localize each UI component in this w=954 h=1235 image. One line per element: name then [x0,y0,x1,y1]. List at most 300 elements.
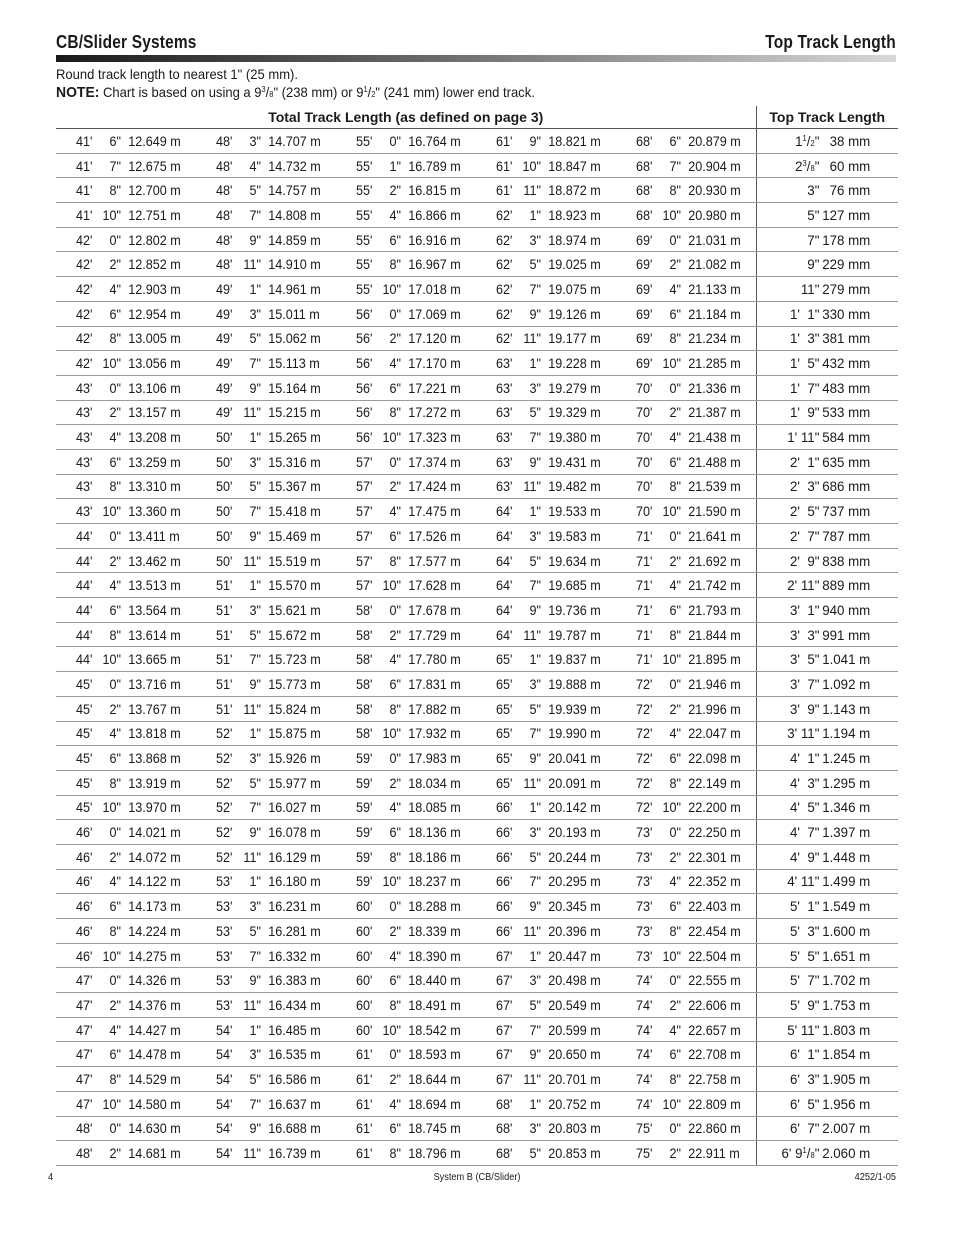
total-length-cell [616,943,756,968]
total-length-value [636,849,741,865]
total-length-cell [616,178,756,203]
top-track-length-cell [756,993,898,1018]
total-length-cell [56,400,196,425]
total-length-cell [476,425,616,450]
feet-value: 62' [496,231,513,248]
imperial-main: 3" [806,182,819,199]
meters-value: 12.751 m [128,206,181,223]
feet-value: 42' [76,231,93,248]
total-length-cell [476,499,616,524]
feet-value: 72' [636,675,653,692]
feet-value: 74' [636,1095,653,1112]
feet-value: 62' [496,206,513,223]
meters-value: 19.787 m [548,626,601,643]
inches-value: 7" [249,1095,261,1112]
total-length-value [76,478,181,494]
table-row [56,622,898,647]
inch-mark: " [814,132,819,149]
feet-value: 46' [76,848,93,865]
table-row [56,203,898,228]
total-length-value [496,1022,601,1038]
total-length-cell [56,375,196,400]
total-length-cell [476,672,616,697]
table-row [56,869,898,894]
total-length-value [76,799,181,815]
imperial-main: 1' 3" [789,330,819,347]
meters-value: 20.853 m [548,1145,601,1162]
total-length-value [76,306,181,322]
fraction-denominator: 8 [809,1151,815,1161]
meters-value: 20.599 m [548,1021,601,1038]
total-length-cell [196,746,336,771]
feet-value: 63' [496,355,513,372]
feet-value: 64' [496,552,513,569]
table-row [56,178,898,203]
table-row [56,647,898,672]
feet-value: 50' [216,478,233,495]
inches-value: 9" [529,898,541,915]
total-length-cell [56,943,196,968]
meters-value: 22.047 m [688,725,741,742]
total-length-value [496,676,601,692]
top-track-metric: 1.905 m [821,1070,870,1087]
total-length-cell [476,153,616,178]
inches-value: 10" [382,429,401,446]
total-length-value [76,676,181,692]
feet-value: 65' [496,774,513,791]
total-length-cell [336,449,476,474]
feet-value: 67' [496,996,513,1013]
top-track-length-cell [756,1067,898,1092]
inches-value: 6" [669,453,681,470]
total-length-value [496,380,601,396]
meters-value: 17.475 m [408,503,461,520]
total-length-value [76,158,181,174]
top-track-length-value [760,1145,894,1161]
total-length-cell [196,277,336,302]
feet-value: 62' [496,280,513,297]
total-length-value [216,528,321,544]
total-length-value [76,1071,181,1087]
inches-value: 0" [389,305,401,322]
meters-value: 21.692 m [688,552,741,569]
total-length-value [496,553,601,569]
total-length-cell [196,425,336,450]
top-track-length-cell [756,326,898,351]
meters-value: 22.454 m [688,922,741,939]
feet-value: 50' [216,429,233,446]
feet-value: 61' [356,1095,373,1112]
inches-value: 8" [669,330,681,347]
total-length-cell [336,672,476,697]
total-length-cell [476,647,616,672]
total-length-value [216,750,321,766]
feet-value: 66' [496,848,513,865]
total-length-value [216,454,321,470]
feet-value: 52' [216,799,233,816]
total-length-cell [616,1116,756,1141]
feet-value: 59' [356,848,373,865]
total-length-value [76,923,181,939]
feet-value: 69' [636,256,653,273]
total-length-value [216,1046,321,1062]
total-length-cell [196,622,336,647]
inches-value: 0" [669,824,681,841]
meters-value: 17.628 m [408,577,461,594]
meters-value: 21.996 m [688,700,741,717]
imperial-main: 1' 11" [786,429,819,446]
total-length-value [76,1120,181,1136]
top-track-imperial [773,923,819,939]
feet-value: 63' [496,478,513,495]
feet-value: 47' [76,1070,93,1087]
footer-section-name: System B (CB/Slider) [433,1172,521,1183]
inches-value: 4" [669,725,681,742]
feet-value: 56' [356,355,373,372]
total-length-value [496,1046,601,1062]
total-length-cell [476,1042,616,1067]
feet-value: 56' [356,379,373,396]
imperial-main: 2' 1" [789,453,819,470]
total-length-value [496,725,601,741]
feet-value: 64' [496,503,513,520]
inches-value: 2" [389,478,401,495]
top-track-imperial [773,133,819,149]
total-length-value [76,824,181,840]
top-track-length-value [760,972,894,988]
table-row [56,252,898,277]
top-track-length-value [760,380,894,396]
imperial-main: 5" [806,206,819,223]
total-length-cell [476,820,616,845]
top-track-length-cell [756,770,898,795]
total-length-value [216,775,321,791]
meters-value: 12.700 m [128,182,181,199]
table-row [56,1116,898,1141]
top-track-length-value [760,898,894,914]
inches-value: 7" [109,157,121,174]
inches-value: 6" [109,132,121,149]
meters-value: 15.316 m [268,453,321,470]
inches-value: 6" [669,132,681,149]
inches-value: 11" [243,404,261,421]
total-length-cell [476,844,616,869]
header-rule [56,55,896,62]
total-length-value [356,1022,461,1038]
total-length-cell [616,425,756,450]
feet-value: 60' [356,922,373,939]
feet-value: 71' [636,601,653,618]
meters-value: 22.606 m [688,996,741,1013]
meters-value: 20.447 m [548,947,601,964]
total-length-cell [336,1116,476,1141]
total-length-cell [56,301,196,326]
meters-value: 21.133 m [688,280,741,297]
total-length-value [76,1022,181,1038]
inches-value: 0" [109,231,121,248]
inches-value: 11" [523,1070,541,1087]
table-row [56,1067,898,1092]
inches-value: 10" [382,725,401,742]
meters-value: 12.649 m [128,132,181,149]
inches-value: 8" [389,1145,401,1162]
inches-value: 1" [249,577,261,594]
total-length-cell [476,1116,616,1141]
top-track-metric: 1.803 m [821,1021,870,1038]
imperial-main: 5' 11" [786,1021,819,1038]
feet-value: 48' [76,1145,93,1162]
feet-value: 49' [216,305,233,322]
meters-value: 18.186 m [408,848,461,865]
inches-value: 2" [109,996,121,1013]
meters-value: 17.831 m [408,675,461,692]
total-length-cell [336,721,476,746]
top-track-length-value [760,602,894,618]
total-length-value [496,948,601,964]
feet-value: 68' [636,157,653,174]
inches-value: 6" [109,750,121,767]
inches-value: 0" [669,379,681,396]
total-length-value [216,701,321,717]
total-length-value [216,676,321,692]
imperial-main: 3' 3" [789,626,819,643]
meters-value: 21.895 m [688,651,741,668]
meters-value: 18.872 m [548,182,601,199]
total-length-value [356,454,461,470]
feet-value: 55' [356,206,373,223]
feet-value: 43' [76,453,93,470]
feet-value: 74' [636,1021,653,1038]
meters-value: 19.228 m [548,355,601,372]
total-length-cell [616,1017,756,1042]
total-length-value [636,528,741,544]
inches-value: 1" [529,651,541,668]
top-track-length-value [760,404,894,420]
meters-value: 14.376 m [128,996,181,1013]
total-length-cell [616,968,756,993]
feet-value: 48' [216,182,233,199]
meters-value: 22.708 m [688,1046,741,1063]
meters-value: 13.513 m [128,577,181,594]
top-track-length-cell [756,203,898,228]
total-length-cell [616,326,756,351]
meters-value: 13.970 m [128,799,181,816]
inches-value: 8" [389,700,401,717]
meters-value: 18.796 m [408,1145,461,1162]
total-length-cell [196,252,336,277]
total-length-cell [196,178,336,203]
total-length-cell [476,178,616,203]
table-row [56,1141,898,1166]
meters-value: 14.707 m [268,132,321,149]
top-track-imperial [773,627,819,643]
feet-value: 67' [496,1021,513,1038]
inches-value: 7" [529,280,541,297]
total-length-cell [56,449,196,474]
top-track-metric: 1.499 m [821,873,870,890]
total-length-cell [196,375,336,400]
meters-value: 20.498 m [548,972,601,989]
feet-value: 41' [76,157,93,174]
total-length-value [76,330,181,346]
top-track-metric: 889 mm [821,577,870,594]
total-length-cell [336,548,476,573]
total-length-value [356,355,461,371]
meters-value: 14.732 m [268,157,321,174]
feet-value: 65' [496,750,513,767]
meters-value: 16.764 m [408,132,461,149]
top-track-metric: 787 mm [821,527,870,544]
total-length-value [216,651,321,667]
total-length-value [496,256,601,272]
imperial-main: 3' 9" [789,700,819,717]
inches-value: 1" [249,429,261,446]
total-length-value [496,577,601,593]
total-length-cell [476,326,616,351]
inches-value: 10" [522,157,541,174]
meters-value: 16.078 m [268,824,321,841]
inches-value: 8" [669,478,681,495]
meters-value: 21.234 m [688,330,741,347]
top-track-length-value [760,1096,894,1112]
inches-value: 8" [109,182,121,199]
inches-value: 1" [529,947,541,964]
feet-value: 71' [636,577,653,594]
total-length-value [76,553,181,569]
feet-value: 73' [636,922,653,939]
top-track-metric: 2.007 m [821,1120,870,1137]
inches-value: 2" [669,552,681,569]
meters-value: 19.533 m [548,503,601,520]
top-track-length-cell [756,647,898,672]
inches-value: 3" [249,305,261,322]
total-length-value [636,873,741,889]
total-length-value [636,158,741,174]
meters-value: 22.911 m [688,1145,740,1162]
total-length-cell [196,499,336,524]
meters-value: 18.745 m [408,1120,461,1137]
total-length-cell [616,499,756,524]
meters-value: 16.688 m [268,1120,321,1137]
meters-value: 13.665 m [128,651,181,668]
total-length-cell [476,548,616,573]
feet-value: 60' [356,947,373,964]
total-length-value [216,380,321,396]
feet-value: 70' [636,404,653,421]
imperial-main: 1 [794,132,803,149]
meters-value: 21.387 m [688,404,741,421]
total-length-cell [336,993,476,1018]
meters-value: 21.590 m [688,503,741,520]
feet-value: 42' [76,280,93,297]
total-length-cell [476,301,616,326]
meters-value: 15.418 m [268,503,321,520]
top-track-length-cell [756,1042,898,1067]
inches-value: 7" [249,355,261,372]
top-track-imperial [773,158,819,174]
table-row [56,351,898,376]
meters-value: 13.106 m [128,379,181,396]
total-length-cell [56,203,196,228]
feet-value: 56' [356,305,373,322]
meters-value: 14.630 m [128,1120,181,1137]
total-length-value [636,725,741,741]
inches-value: 2" [669,256,681,273]
total-length-value [356,775,461,791]
inches-value: 9" [249,1120,261,1137]
top-track-length-cell [756,869,898,894]
feet-value: 55' [356,256,373,273]
top-track-length-value [760,1120,894,1136]
top-track-imperial [773,528,819,544]
meters-value: 19.837 m [548,651,601,668]
inches-value: 0" [669,231,681,248]
meters-value: 16.129 m [268,848,321,865]
total-length-value [356,627,461,643]
total-length-value [216,256,321,272]
meters-value: 15.977 m [268,774,321,791]
total-length-value [636,1022,741,1038]
feet-value: 63' [496,379,513,396]
meters-value: 21.742 m [688,577,741,594]
meters-value: 20.549 m [548,996,601,1013]
total-length-value [636,133,741,149]
inches-value: 9" [529,1046,541,1063]
feet-value: 43' [76,503,93,520]
inches-value: 5" [529,404,541,421]
total-length-cell [56,993,196,1018]
inches-value: 0" [109,972,121,989]
feet-value: 59' [356,873,373,890]
total-length-value [356,478,461,494]
top-track-length-value [760,1022,894,1038]
top-track-length-cell [756,178,898,203]
feet-value: 45' [76,799,93,816]
feet-value: 56' [356,429,373,446]
imperial-main: 2' 7" [789,527,819,544]
inches-value: 8" [109,1070,121,1087]
inches-value: 0" [389,132,401,149]
total-length-cell [56,894,196,919]
total-length-value [356,158,461,174]
total-length-cell [196,326,336,351]
meters-value: 15.164 m [268,379,321,396]
total-length-value [636,898,741,914]
total-length-value [636,478,741,494]
feet-value: 63' [496,429,513,446]
feet-value: 75' [636,1120,653,1137]
inches-value: 4" [109,577,121,594]
feet-value: 61' [496,132,513,149]
total-length-value [636,750,741,766]
table-row [56,524,898,549]
top-track-length-value [760,528,894,544]
total-length-value [496,232,601,248]
meters-value: 16.485 m [268,1021,321,1038]
inches-value: 10" [382,280,401,297]
meters-value: 14.224 m [128,922,181,939]
inches-value: 0" [109,527,121,544]
inches-value: 9" [249,231,261,248]
total-length-value [496,824,601,840]
total-length-value [356,207,461,223]
total-length-cell [56,1067,196,1092]
feet-value: 53' [216,996,233,1013]
top-track-imperial [773,553,819,569]
top-track-length-cell [756,524,898,549]
meters-value: 16.027 m [268,799,321,816]
top-track-imperial [773,503,819,519]
